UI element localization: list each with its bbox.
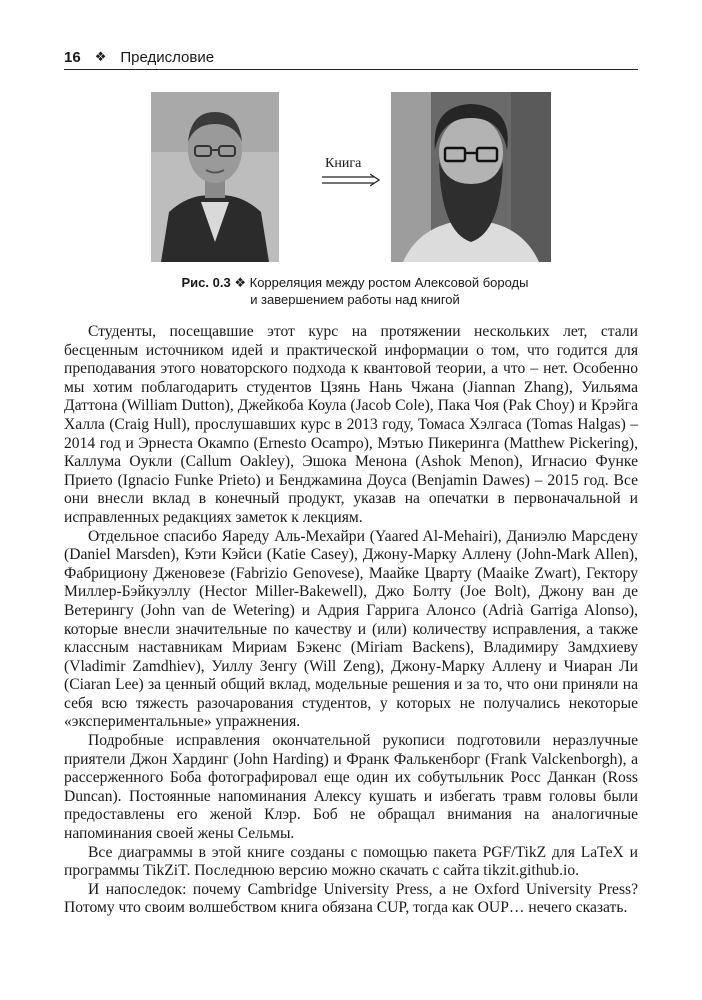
caption-ornament: ❖ xyxy=(234,275,246,290)
right-arrow-icon xyxy=(320,173,382,192)
header-ornament: ❖ xyxy=(94,49,107,64)
caption-line-1: Корреляция между ростом Алексовой бороды xyxy=(249,275,529,290)
photo-before xyxy=(151,92,279,262)
paragraph-thanks: Отдельное спасибо Яареду Аль-Мехайри (Yaared Al-Mehairi), Даниэлю Марсдену (Daniel Marsden), Кэти Кэйси (Katie Casey), Джону-Марку Аллену (John-Mark Allen), Фабрициону Дженовезе (Fabrizio Genovese), Маайке Цварту (Maaike Zwart), Гектору Миллер-Бэйкуэллу (Hector Miller-Bakewell), Джо Болту (Joe Bolt), Джону ван де Ветерингу (John van de Wetering) и Адрия Гаррига Алонсо (Adrià Garriga Alonso), которые внесли значительные по качеству и (или) количеству исправления, а также классным наставникам Мириам Бэкенс (Miriam Backens), Владимиру Замдхиеву (Vladimir Zamdhiev), Уиллу Зенгу (Will Zeng), Джону-Марку Аллену и Чиаран Ли (Ciaran Lee) за ценный общий вклад, модельные решения и за то, что они приняли на себя всю тяжесть разочарования студентов, у которых не получались некоторые «экспериментальные» упражнения. xyxy=(64,527,638,731)
paragraph-diagrams: Все диаграммы в этой книге созданы с помощью пакета PGF/TikZ для LaTeX и программы TikZiT. Последнюю версию можно скачать с сайта tikzit.github.io. xyxy=(64,843,638,880)
caption-line-2: и завершением работы над книгой xyxy=(250,292,460,307)
paragraph-corrections: Подробные исправления окончательной рукописи подготовили неразлучные приятели Джон Хардинг (John Harding) и Франк Фалькенборг (Frank Valckenborgh), а рассерженного Боба фотографировал еще один их собутыльник Росс Данкан (Ross Duncan). Постоянные напоминания Алексу кушать и избегать травм головы были предоставлены его женой Клэр. Боб не обращал внимания на аналогичные напоминания своей жены Сельмы. xyxy=(64,732,638,843)
running-header xyxy=(64,45,638,70)
body-text xyxy=(64,323,638,918)
paragraph-students: Студенты, посещавшие этот курс на протяжении нескольких лет, стали бесценным источником идей и практической информации о том, что годится для преподавания этого новаторского подхода к квантовой теории, а что – нет. Особенно мы хотим поблагодарить студентов Цзянь Нань Чжана (Jiannan Zhang), Уильяма Даттона (William Dutton), Джейкоба Коула (Jacob Cole), Пака Чоя (Pak Choy) и Крэйга Халла (Craig Hull), прослушавших курс в 2013 году, Томаса Хэлгаса (Tomas Halgas) – 2014 год и Эрнеста Окампо (Ernesto Ocampo), Мэтью Пикеринга (Matthew Pickering), Каллума Оукли (Callum Oakley), Эшока Менона (Ashok Menon), Игнасио Функе Прието (Ignacio Funke Prieto) и Бенджамина Доуса (Benjamin Dawes) – 2015 год. Все они внесли вклад в конечный продукт, указав на опечатки в первоначальной и исправленных редакциях заметок к лекциям. xyxy=(64,323,638,526)
arrow-label: Книга xyxy=(325,156,362,171)
page-number: 16 xyxy=(64,48,81,66)
figure-caption xyxy=(140,274,570,308)
paragraph-finally: И напоследок: почему Cambridge University Press, а не Oxford University Press? Потому что своим волшебством книга обязана CUP, тогда как OUP… нечего сказать. xyxy=(64,880,638,917)
photo-after xyxy=(391,92,551,262)
section-title: Предисловие xyxy=(120,48,215,66)
caption-number: Рис. 0.3 xyxy=(181,275,231,290)
